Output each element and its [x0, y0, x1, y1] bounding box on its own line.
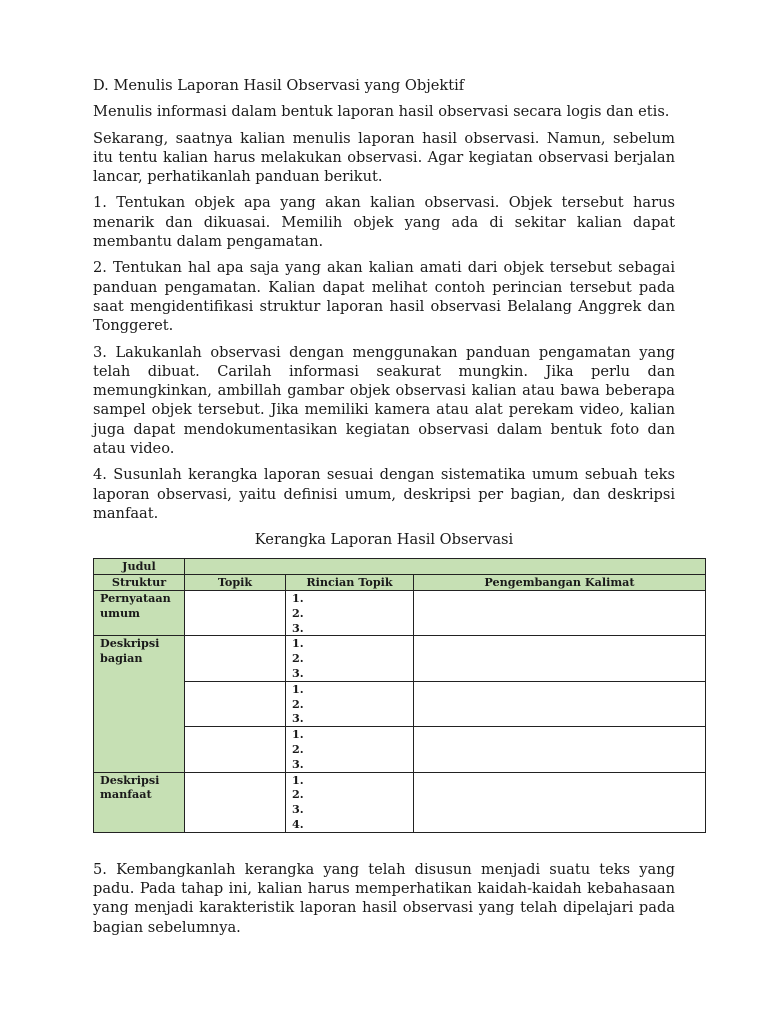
struct-deskripsi-manfaat: Deskripsi manfaat: [94, 772, 185, 832]
table-row: [94, 727, 706, 772]
step-1: 1. Tentukan objek apa yang akan kalian observasi. Objek tersebut harus menarik dan dikuasai. Memilih objek yang ada di sekitar kalian dapat membantu dalam pengamatan.: [93, 194, 675, 251]
table-title-row: [94, 559, 706, 575]
rincian-cell: 1. 2. 3. 4.: [286, 772, 414, 832]
table-header-row: [94, 575, 706, 591]
judul-header: Judul: [94, 559, 185, 575]
outline-table: [93, 558, 706, 833]
judul-cell: [185, 559, 706, 575]
pengembangan-cell: [414, 772, 706, 832]
step-2: 2. Tentukan hal apa saja yang akan kalian amati dari objek tersebut sebagai panduan pengamatan. Kalian dapat melihat contoh perincian tersebut pada saat mengidentifikasi struktur laporan hasil observasi Belalang Anggrek dan Tonggeret.: [93, 259, 675, 335]
topik-cell: [185, 727, 286, 772]
topik-cell: [185, 772, 286, 832]
table-caption: Kerangka Laporan Hasil Observasi: [254, 531, 514, 549]
pengembangan-cell: [414, 727, 706, 772]
header-pengembangan: Pengembangan Kalimat: [414, 575, 706, 591]
section-heading: D. Menulis Laporan Hasil Observasi yang Objektif: [93, 77, 465, 94]
pengembangan-cell: [414, 681, 706, 726]
pengembangan-cell: [414, 636, 706, 681]
table-row: [94, 681, 706, 726]
struct-pernyataan-umum: Pernyataan umum: [94, 591, 185, 636]
table-row: [94, 636, 706, 681]
paragraph-1: Sekarang, saatnya kalian menulis laporan hasil observasi. Namun, sebelum itu tentu kalian harus melakukan observasi. Agar kegiatan observasi berjalan lancar, perhatikanlah panduan berikut.: [93, 129, 675, 186]
table-row: [94, 772, 706, 832]
header-struktur: Struktur: [94, 575, 185, 591]
header-topik: Topik: [185, 575, 286, 591]
rincian-cell: 1. 2. 3.: [286, 681, 414, 726]
pengembangan-cell: [414, 591, 706, 636]
topik-cell: [185, 591, 286, 636]
rincian-cell: 1. 2. 3.: [286, 727, 414, 772]
header-rincian: Rincian Topik: [286, 575, 414, 591]
step-3: 3. Lakukanlah observasi dengan menggunakan panduan pengamatan yang telah dibuat. Carilah informasi seakurat mungkin. Jika perlu dan memungkinkan, ambillah gambar objek observasi kalian atau bawa beberapa sampel objek tersebut. Jika memiliki kamera atau alat perekam video, kalian juga dapat mendokumentasikan kegiatan observasi dalam bentuk foto dan atau video.: [93, 343, 675, 458]
step-4: 4. Susunlah kerangka laporan sesuai dengan sistematika umum sebuah teks laporan observasi, yaitu definisi umum, deskripsi per bagian, dan deskripsi manfaat.: [93, 466, 675, 522]
topik-cell: [185, 636, 286, 681]
table-row: [94, 591, 706, 636]
intro-text: Menulis informasi dalam bentuk laporan hasil observasi secara logis dan etis.: [93, 103, 670, 121]
step-5: 5. Kembangkanlah kerangka yang telah disusun menjadi suatu teks yang padu. Pada tahap ini, kalian harus memperhatikan kaidah-kaidah kebahasaan yang menjadi karakteristik laporan hasil observasi yang telah dipelajari pada bagian sebelumnya.: [93, 860, 675, 936]
rincian-cell: 1. 2. 3.: [286, 591, 414, 636]
topik-cell: [185, 681, 286, 726]
struct-deskripsi-bagian: Deskripsi bagian: [94, 636, 185, 772]
document-page: [93, 76, 675, 937]
rincian-cell: 1. 2. 3.: [286, 636, 414, 681]
